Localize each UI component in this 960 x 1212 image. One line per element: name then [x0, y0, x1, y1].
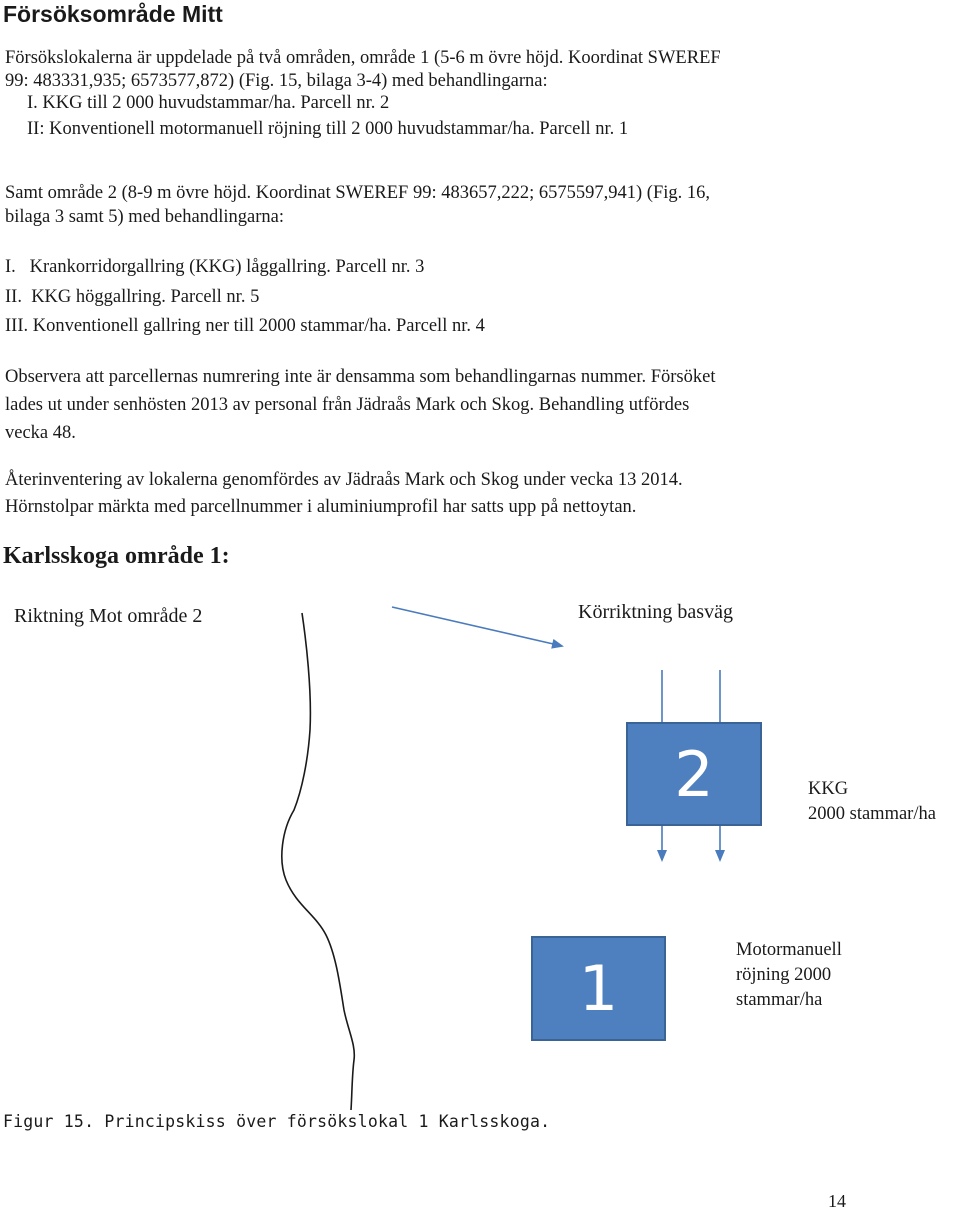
- area2-line-2: bilaga 3 samt 5) med behandlingarna:: [5, 207, 284, 227]
- plot-1-label-line-1: Motormanuell: [736, 940, 842, 960]
- intro-line-2: 99: 483331,935; 6573577,872) (Fig. 15, bilaga 3-4) med behandlingarna:: [5, 71, 548, 91]
- note-line-3: vecka 48.: [5, 423, 76, 443]
- intro-line-1: Försökslokalerna är uppdelade på två områden, område 1 (5-6 m övre höjd. Koordinat SWEREF: [5, 48, 721, 68]
- page-number: 14: [828, 1191, 846, 1211]
- note-line-2: lades ut under senhösten 2013 av personal från Jädraås Mark och Skog. Behandling utfördes: [5, 395, 690, 415]
- note-line-1: Observera att parcellernas numrering inte är densamma som behandlingarnas nummer. Försöket: [5, 367, 716, 387]
- road-label: Körriktning basväg: [578, 601, 733, 623]
- reinventory-line-1: Återinventering av lokalerna genomfördes av Jädraås Mark och Skog under vecka 13 2014.: [5, 470, 683, 490]
- direction-label: Riktning Mot område 2: [14, 605, 203, 627]
- area2-line-1: Samt område 2 (8-9 m övre höjd. Koordinat SWEREF 99: 483657,222; 6575597,941) (Fig. 16,: [5, 183, 710, 203]
- plot-2-number: 2: [674, 737, 714, 811]
- reinventory-line-2: Hörnstolpar märkta med parcellnummer i aluminiumprofil har satts upp på nettoytan.: [5, 497, 637, 517]
- plot-1-number: 1: [578, 952, 619, 1025]
- area2-item-2: II. KKG höggallring. Parcell nr. 5: [5, 287, 260, 307]
- plot-2-label: [808, 777, 936, 827]
- plot-1-label-line-3: stammar/ha: [736, 990, 823, 1010]
- section-heading: Karlsskoga område 1:: [3, 543, 230, 569]
- intro-item-2: II: Konventionell motormanuell röjning till 2 000 huvudstammar/ha. Parcell nr. 1: [27, 119, 629, 139]
- plot-2-box: [626, 722, 762, 826]
- plot-2-label-line-2: 2000 stammar/ha: [808, 804, 936, 824]
- page-heading: Försöksområde Mitt: [3, 1, 223, 27]
- plot-2-label-line-1: KKG: [808, 779, 849, 799]
- area2-item-3: III. Konventionell gallring ner till 2000 stammar/ha. Parcell nr. 4: [5, 316, 485, 336]
- intro-item-1: I. KKG till 2 000 huvudstammar/ha. Parcell nr. 2: [27, 93, 390, 113]
- plot-1-label: [736, 938, 842, 1013]
- plot-1-box: [531, 936, 666, 1041]
- boundary-line: [282, 613, 354, 1110]
- plot-1-label-line-2: röjning 2000: [736, 965, 832, 985]
- area2-item-1: I. Krankorridorgallring (KKG) låggallring. Parcell nr. 3: [5, 257, 425, 277]
- direction-arrow: [392, 607, 562, 646]
- figure-caption: Figur 15. Principskiss över försökslokal 1 Karlsskoga.: [3, 1112, 551, 1131]
